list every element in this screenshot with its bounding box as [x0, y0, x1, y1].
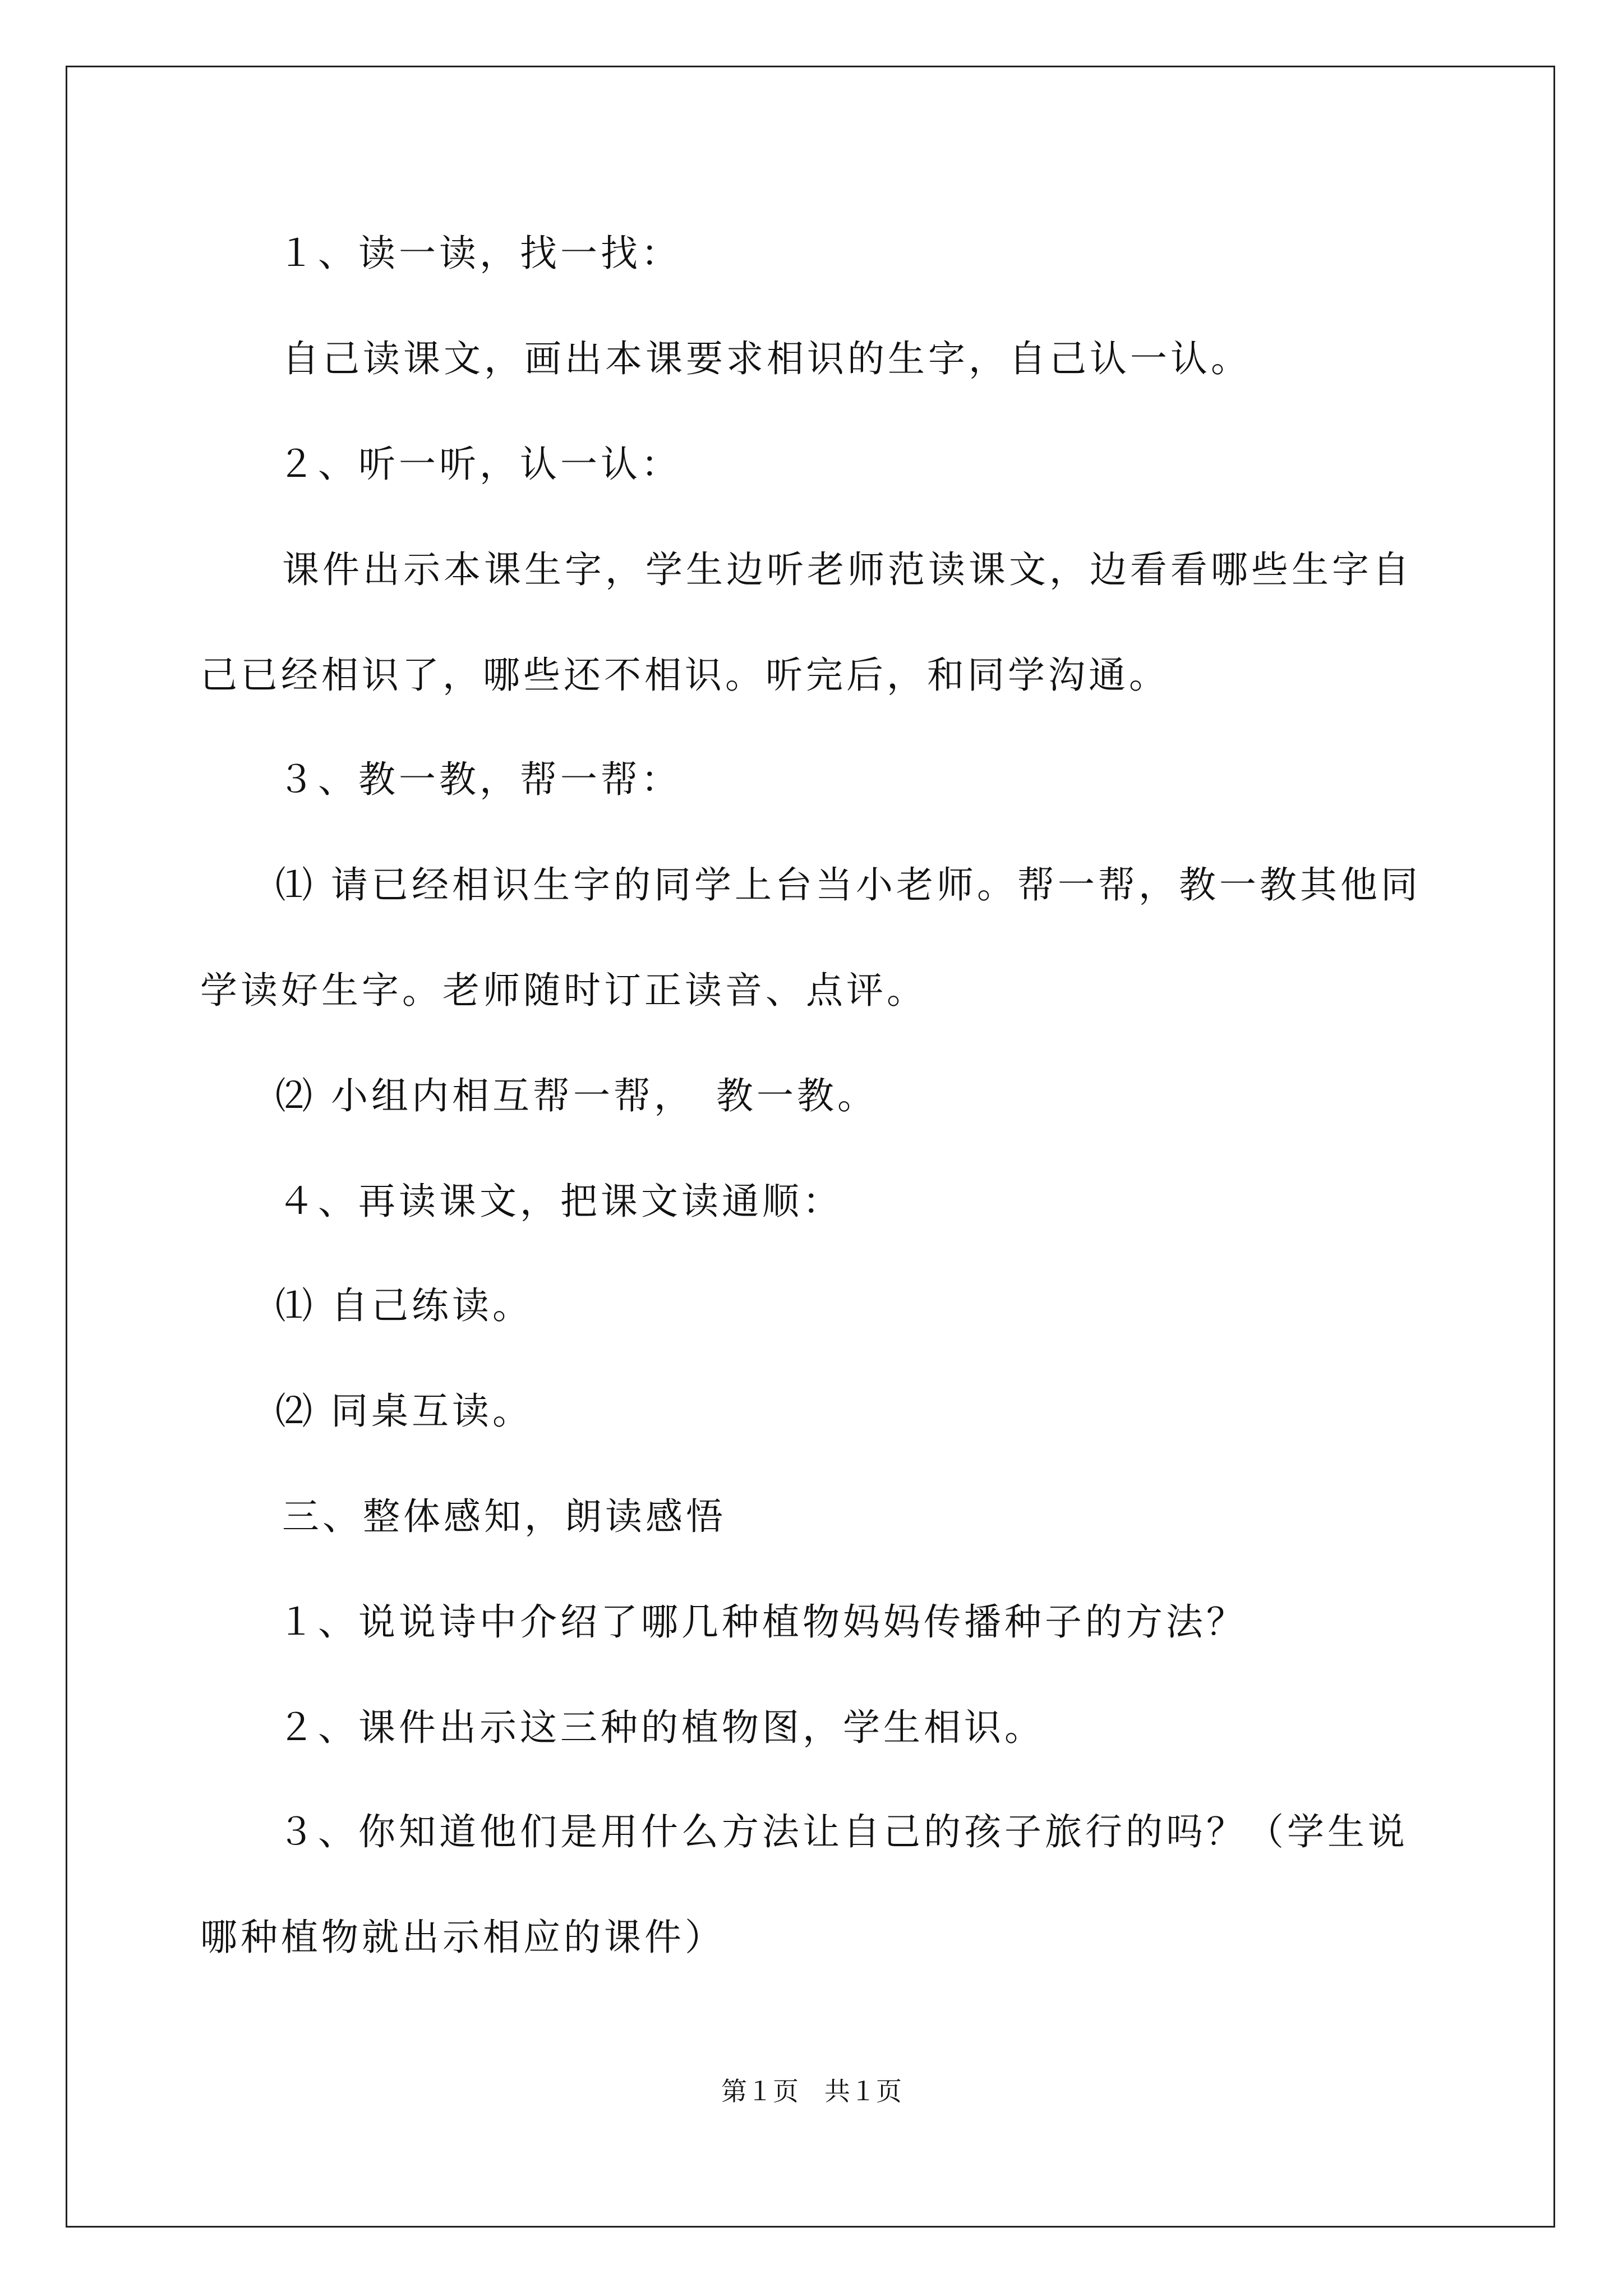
- paragraph-3-line-1: ２、听一听，认一认：: [278, 443, 681, 486]
- paragraph-5-line-1: ３、教一教，帮一帮：: [278, 758, 681, 801]
- paragraph-10-line-1: ⑵ 同桌互读。: [275, 1389, 533, 1433]
- paragraph-7-line-1: ⑵ 小组内相互帮一帮， 教一教。: [275, 1074, 878, 1117]
- paragraph-6-line-1: ⑴ 请已经相识生字的同学上台当小老师。帮一帮，教一教其他同: [275, 863, 1421, 907]
- paragraph-13-line-1: ２、课件出示这三种的植物图，学生相识。: [278, 1706, 1045, 1749]
- page-number-footer: 第１页 共１页: [721, 2076, 902, 2106]
- paragraph-8-line-1: ４、再读课文，把课文读通顺：: [278, 1180, 843, 1223]
- paragraph-9-line-1: ⑴ 自己练读。: [275, 1284, 533, 1327]
- paragraph-4-line-1: 课件出示本课生字，学生边听老师范读课文，边看看哪些生字自: [282, 548, 1413, 591]
- paragraph-4-line-2: 己已经相识了，哪些还不相识。听完后，和同学沟通。: [200, 654, 1169, 697]
- section-heading-3: 三、整体感知，朗读感悟: [282, 1495, 726, 1538]
- paragraph-14-line-2: 哪种植物就出示相应的课件）: [200, 1916, 725, 1959]
- paragraph-12-line-1: １、说说诗中介绍了哪几种植物妈妈传播种子的方法？: [278, 1600, 1247, 1644]
- paragraph-2-line-1: 自己读课文，画出本课要求相识的生字，自己认一认。: [282, 337, 1251, 380]
- paragraph-6-line-2: 学读好生字。老师随时订正读音、点评。: [200, 969, 927, 1012]
- paragraph-14-line-1: ３、你知道他们是用什么方法让自己的孩子旅行的吗？（学生说: [278, 1810, 1408, 1853]
- page-border: [66, 66, 1555, 2228]
- paragraph-1-line-1: １、读一读，找一找：: [278, 232, 681, 275]
